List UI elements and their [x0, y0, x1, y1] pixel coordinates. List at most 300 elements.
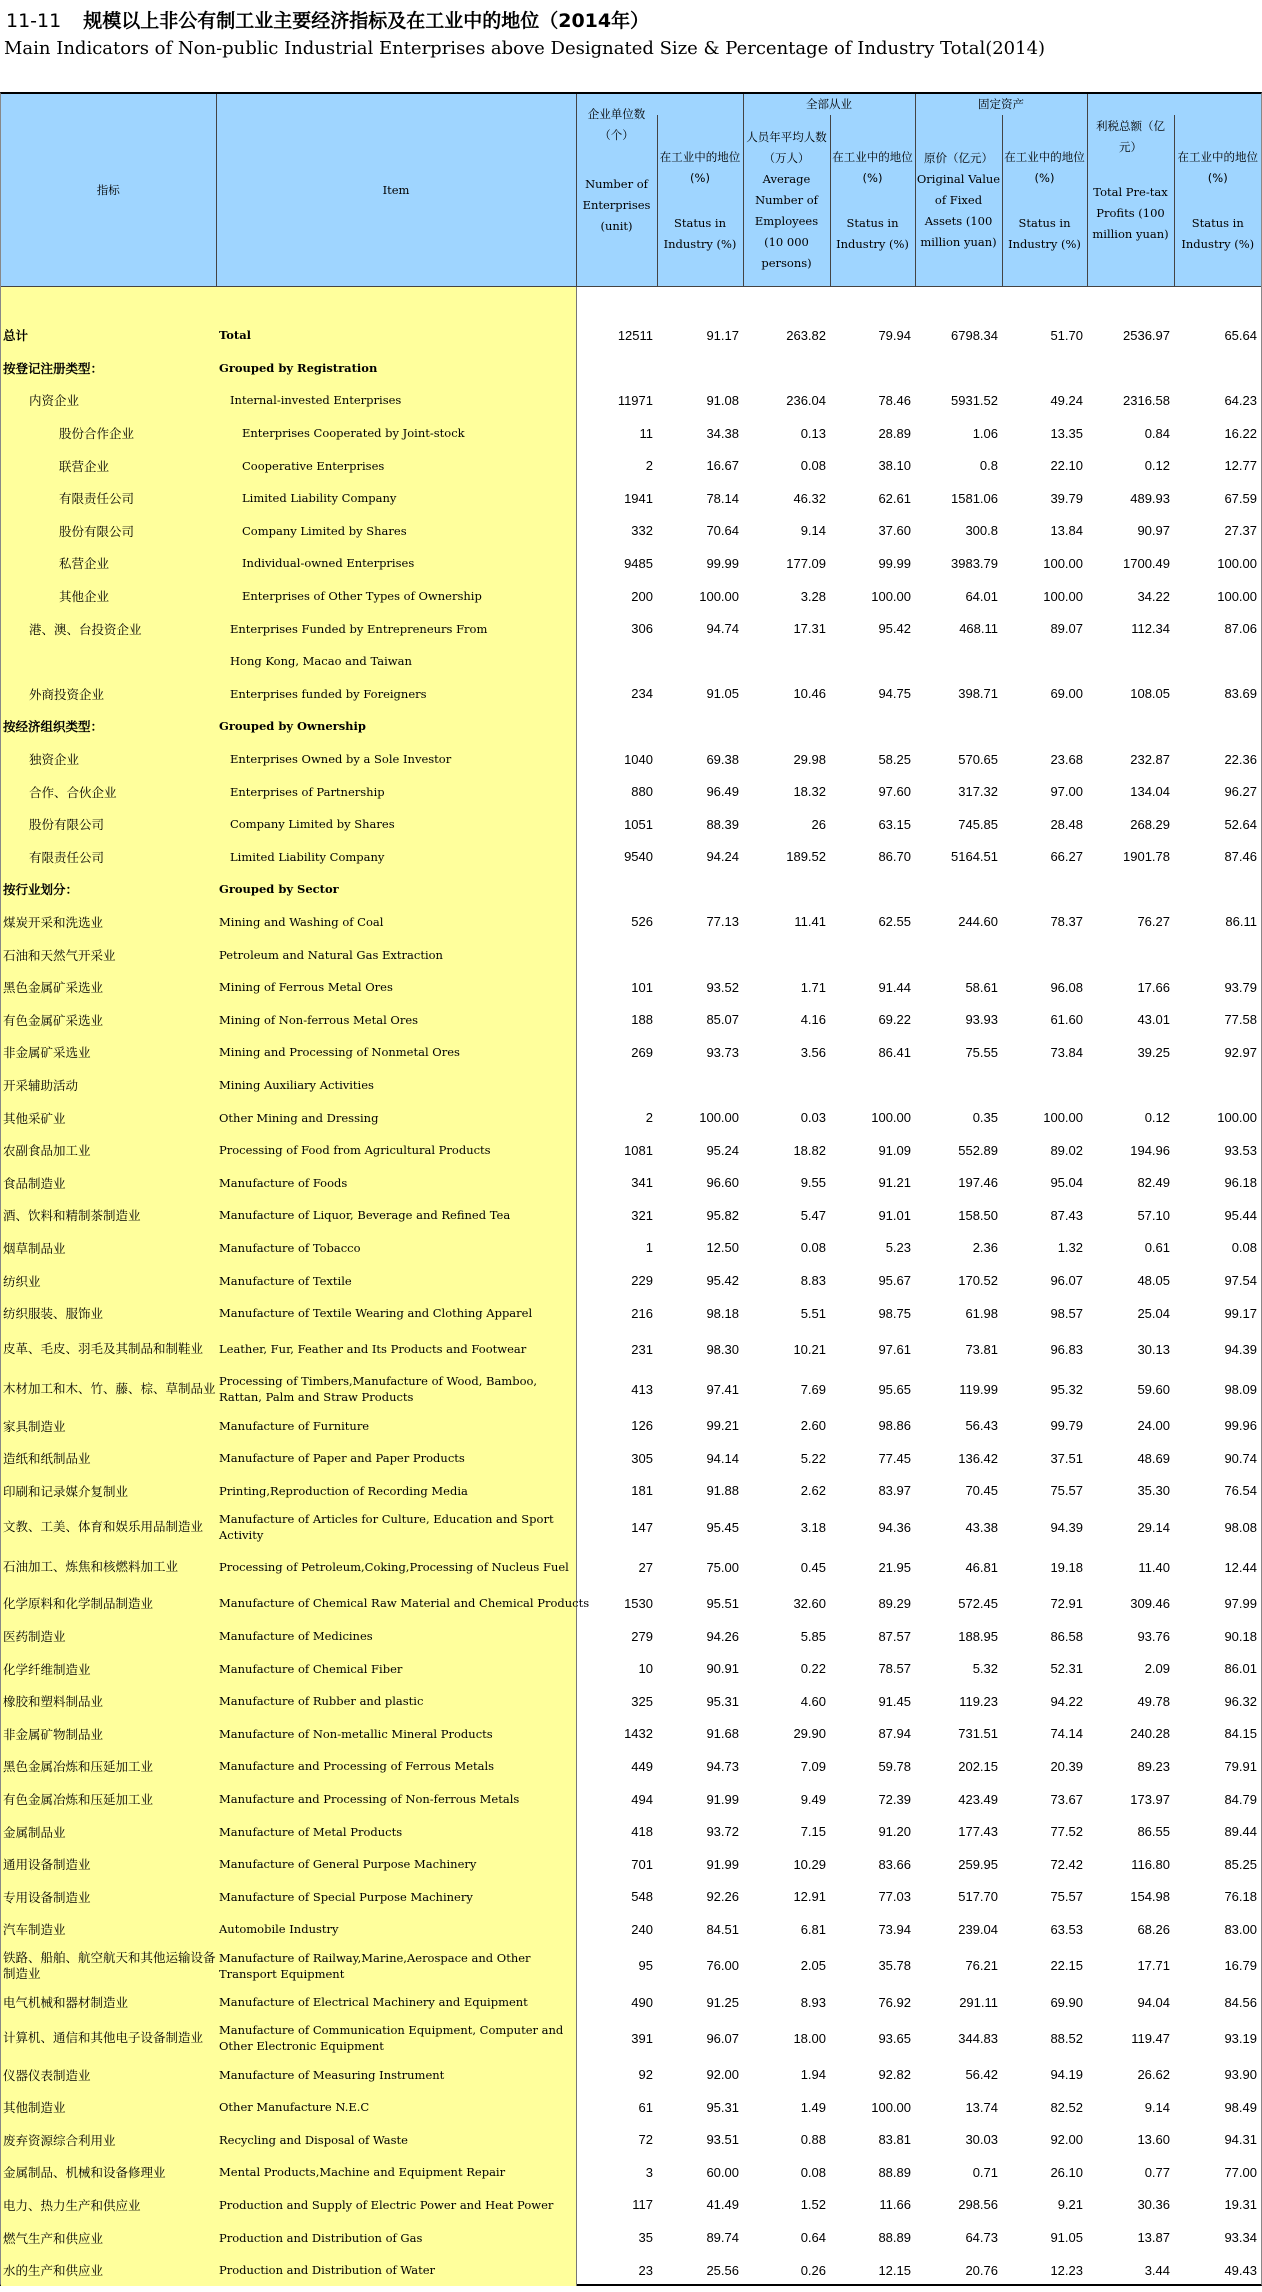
row-label-cn: 仪器仪表制造业: [1, 2058, 216, 2091]
cell-employees-status: 88.89: [878, 2230, 911, 2246]
cell-enterprises: 526: [631, 914, 653, 930]
cell-enterprises: 321: [631, 1207, 653, 1223]
table-row: [1, 1409, 1261, 1442]
cell-enterprises-status: 34.38: [706, 425, 739, 441]
cell-pretax-profits: [1087, 873, 1174, 906]
cell-enterprises: [576, 938, 657, 971]
table-row: [1, 873, 1261, 906]
table-row: [1, 1587, 1261, 1620]
cell-pretax-profits-status: 67.59: [1224, 490, 1257, 506]
cell-pretax-profits-status: 93.90: [1224, 2067, 1257, 2083]
cell-fixed-assets: 5164.51: [951, 849, 998, 865]
cell-employees-status: 98.75: [878, 1305, 911, 1321]
row-label-cn: 汽车制造业: [1, 1913, 216, 1946]
row-label-cn: 总计: [1, 319, 216, 352]
cell-employees: 10.21: [793, 1341, 826, 1357]
table-row: [1, 1475, 1261, 1508]
cell-enterprises-status: 96.49: [706, 784, 739, 800]
cell-pretax-profits: 0.84: [1144, 425, 1170, 441]
cell-fixed-assets: 43.38: [965, 1519, 998, 1535]
cell-employees-status: 78.57: [878, 1661, 911, 1677]
row-label-cn: 按登记注册类型：: [1, 352, 216, 385]
cell-pretax-profits: 89.23: [1137, 1758, 1170, 1774]
table-row: [1, 417, 1261, 450]
cell-fixed-assets: 56.42: [965, 2067, 998, 2083]
cell-pretax-profits: 2536.97: [1123, 327, 1170, 343]
cell-enterprises-status: 77.13: [706, 914, 739, 930]
cell-pretax-profits-status: 87.46: [1224, 849, 1257, 865]
header-enterprises-status: [657, 115, 743, 287]
cell-employees-status: 92.82: [878, 2067, 911, 2083]
table-row: [1, 1101, 1261, 1134]
header-item-cn: 指标: [1, 94, 216, 287]
cell-enterprises: 27: [638, 1559, 653, 1575]
table-row: [1, 1815, 1261, 1848]
cell-employees: [743, 873, 830, 906]
cell-employees: 8.93: [800, 1994, 826, 2010]
row-label-cn: 外商投资企业: [1, 678, 216, 711]
cell-pretax-profits: 9.14: [1144, 2099, 1170, 2115]
cell-fixed-assets: 76.21: [965, 1958, 998, 1974]
cell-pretax-profits-status: [1174, 1069, 1261, 1102]
cell-employees: [743, 1069, 830, 1102]
cell-enterprises-status: 93.51: [706, 2132, 739, 2148]
cell-fixed-assets: 468.11: [959, 621, 998, 637]
table-body: [1, 287, 1261, 2287]
cell-employees-status: 35.78: [878, 1958, 911, 1974]
row-label-cn: 其他采矿业: [1, 1101, 216, 1134]
cell-fixed-assets-status: 95.04: [1050, 1175, 1083, 1191]
table-row: [1, 710, 1261, 743]
cell-fixed-assets: 5.32: [972, 1661, 998, 1677]
cell-employees: 236.04: [786, 392, 826, 408]
cell-pretax-profits: 68.26: [1137, 1921, 1170, 1937]
cell-pretax-profits-status: 96.18: [1224, 1175, 1257, 1191]
row-label-en: Enterprises Funded by Entrepreneurs From: [216, 612, 576, 645]
row-label-cn: 港、澳、台投资企业: [1, 612, 216, 645]
row-label-cn: 电力、热力生产和供应业: [1, 2189, 216, 2222]
cell-enterprises: 341: [631, 1175, 653, 1191]
cell-fixed-assets-status: 39.79: [1050, 490, 1083, 506]
row-label-en: Enterprises Cooperated by Joint-stock: [216, 417, 576, 450]
cell-employees-status: 95.65: [878, 1381, 911, 1397]
cell-enterprises: [576, 352, 657, 385]
cell-employees-status: [830, 1069, 915, 1102]
cell-pretax-profits: 13.87: [1137, 2230, 1170, 2246]
table-row: [1, 612, 1261, 645]
table-row: [1, 1003, 1261, 1036]
header-item-en: Item: [216, 94, 576, 287]
cell-fixed-assets: 398.71: [958, 686, 998, 702]
row-label-en: Manufacture and Processing of Non-ferrous Metals: [216, 1783, 576, 1816]
cell-fixed-assets-status: 99.79: [1050, 1418, 1083, 1434]
cell-enterprises-status: 91.05: [706, 686, 739, 702]
cell-fixed-assets-status: [1002, 352, 1087, 385]
cell-fixed-assets: [915, 1069, 1002, 1102]
cell-enterprises: 1432: [624, 1726, 653, 1742]
cell-enterprises-status: 99.99: [706, 555, 739, 571]
row-label-cn: 造纸和纸制品业: [1, 1442, 216, 1475]
table-row: [1, 547, 1261, 580]
cell-employees: 177.09: [786, 555, 826, 571]
header-employees: [743, 115, 830, 287]
cell-employees-status: 37.60: [878, 523, 911, 539]
header-enterprises-en: Number of Enterprises (unit): [582, 177, 651, 233]
cell-pretax-profits: 232.87: [1130, 751, 1170, 767]
cell-fixed-assets: 119.99: [959, 1381, 998, 1397]
cell-fixed-assets: 177.43: [958, 1824, 998, 1840]
row-label-en: Mining of Non-ferrous Metal Ores: [216, 1003, 576, 1036]
cell-fixed-assets: 1581.06: [951, 490, 998, 506]
cell-pretax-profits: 49.78: [1137, 1693, 1170, 1709]
cell-employees-status: 62.61: [878, 490, 911, 506]
cell-fixed-assets-status: 87.43: [1050, 1207, 1083, 1223]
cell-employees-status: 89.29: [878, 1595, 911, 1611]
cell-enterprises: 490: [631, 1994, 653, 2010]
header-profits-en: Total Pre-tax Profits (100 million yuan): [1092, 185, 1169, 241]
row-label-en: Enterprises of Other Types of Ownership: [216, 580, 576, 613]
table-row: [1, 384, 1261, 417]
cell-employees: 189.52: [786, 849, 826, 865]
cell-enterprises: 181: [631, 1483, 653, 1499]
cell-pretax-profits: 94.04: [1137, 1994, 1170, 2010]
row-label-en: Manufacture of Railway,Marine,Aerospace and Other Transport Equipment: [216, 1946, 576, 1986]
row-label-cn: 农副食品加工业: [1, 1134, 216, 1167]
table-row: [1, 1946, 1261, 1986]
cell-employees-status: 100.00: [871, 2099, 911, 2115]
cell-pretax-profits: 90.97: [1137, 523, 1170, 539]
row-label-cn: 其他企业: [1, 580, 216, 613]
cell-fixed-assets-status: 26.10: [1050, 2164, 1083, 2180]
cell-pretax-profits: 154.98: [1130, 1889, 1170, 1905]
cell-pretax-profits-status: 12.77: [1224, 458, 1257, 474]
cell-pretax-profits-status: 76.18: [1224, 1889, 1257, 1905]
row-label-en: Manufacture of Rubber and plastic: [216, 1685, 576, 1718]
cell-fixed-assets-status: 75.57: [1050, 1889, 1083, 1905]
table-row: [1, 645, 1261, 678]
cell-employees: 1.94: [800, 2067, 826, 2083]
cell-pretax-profits-status: 96.32: [1224, 1693, 1257, 1709]
row-label-en: Company Limited by Shares: [216, 515, 576, 548]
cell-employees: 5.85: [800, 1628, 826, 1644]
cell-pretax-profits-status: 64.23: [1224, 392, 1257, 408]
cell-employees: 5.22: [800, 1450, 826, 1466]
cell-fixed-assets-status: 12.23: [1050, 2262, 1083, 2278]
cell-employees-status: 97.60: [878, 784, 911, 800]
cell-fixed-assets: 0.35: [972, 1110, 998, 1126]
cell-employees-status: 99.99: [878, 555, 911, 571]
row-label-cn: 非金属矿物制品业: [1, 1718, 216, 1751]
cell-employees-status: 95.67: [878, 1273, 911, 1289]
cell-pretax-profits: 17.66: [1137, 979, 1170, 995]
cell-pretax-profits-status: 77.00: [1224, 2164, 1257, 2180]
cell-enterprises: 72: [638, 2132, 653, 2148]
cell-enterprises-status: 94.74: [706, 621, 739, 637]
cell-employees-status: 78.46: [878, 392, 911, 408]
cell-employees: 29.90: [793, 1726, 826, 1742]
row-label-cn: 化学原料和化学制品制造业: [1, 1587, 216, 1620]
cell-pretax-profits: 25.04: [1137, 1305, 1170, 1321]
cell-employees-status: 100.00: [871, 1110, 911, 1126]
cell-enterprises-status: 90.91: [706, 1661, 739, 1677]
table-row: [1, 2124, 1261, 2157]
table-row: [1, 482, 1261, 515]
cell-enterprises-status: 91.99: [706, 1856, 739, 1872]
cell-fixed-assets: 202.15: [958, 1758, 998, 1774]
cell-pretax-profits: 1901.78: [1123, 849, 1170, 865]
table-row: [1, 1036, 1261, 1069]
cell-employees-status: 87.57: [878, 1628, 911, 1644]
cell-enterprises-status: 16.67: [706, 458, 739, 474]
row-label-en: Internal-invested Enterprises: [216, 384, 576, 417]
cell-employees-status: 79.94: [878, 327, 911, 343]
cell-pretax-profits: 240.28: [1130, 1726, 1170, 1742]
table-row: [1, 1069, 1261, 1102]
cell-employees: 17.31: [793, 621, 826, 637]
cell-fixed-assets: 300.8: [965, 523, 998, 539]
row-label-en: Processing of Petroleum,Coking,Processing of Nucleus Fuel: [216, 1547, 576, 1587]
table-row: [1, 2091, 1261, 2124]
row-label-en: Manufacture of Furniture: [216, 1409, 576, 1442]
row-label-en: Grouped by Sector: [216, 873, 576, 906]
cell-pretax-profits: 0.12: [1144, 1110, 1170, 1126]
cell-fixed-assets: 572.45: [958, 1595, 998, 1611]
cell-fixed-assets-status: 69.90: [1050, 1994, 1083, 2010]
cell-fixed-assets-status: 94.22: [1050, 1693, 1083, 1709]
cell-pretax-profits: 13.60: [1137, 2132, 1170, 2148]
cell-employees: 8.83: [800, 1273, 826, 1289]
cell-enterprises: 305: [631, 1450, 653, 1466]
row-label-en: Automobile Industry: [216, 1913, 576, 1946]
cell-fixed-assets-status: 28.48: [1050, 816, 1083, 832]
cell-fixed-assets-status: 94.39: [1050, 1519, 1083, 1535]
row-label-cn: 按行业划分：: [1, 873, 216, 906]
row-label-cn: 有色金属冶炼和压延加工业: [1, 1783, 216, 1816]
cell-pretax-profits-status: 98.08: [1224, 1519, 1257, 1535]
cell-pretax-profits-status: 92.97: [1224, 1044, 1257, 1060]
row-label-cn: 纺织服装、服饰业: [1, 1297, 216, 1330]
cell-pretax-profits-status: 84.56: [1224, 1994, 1257, 2010]
cell-employees: 7.09: [800, 1758, 826, 1774]
row-label-cn: 黑色金属冶炼和压延加工业: [1, 1750, 216, 1783]
cell-employees-status: 11.66: [879, 2197, 911, 2213]
table-row: [1, 1232, 1261, 1265]
cell-pretax-profits: 0.12: [1144, 458, 1170, 474]
cell-pretax-profits: 24.00: [1137, 1418, 1170, 1434]
row-label-en: Manufacture and Processing of Ferrous Metals: [216, 1750, 576, 1783]
header-profits-group: [1087, 94, 1261, 115]
cell-enterprises-status: 95.31: [706, 2099, 739, 2115]
cell-pretax-profits-status: [1174, 710, 1261, 743]
cell-employees-status: 69.22: [878, 1012, 911, 1028]
cell-pretax-profits-status: 93.79: [1224, 979, 1257, 995]
table-row: [1, 1718, 1261, 1751]
cell-fixed-assets: 20.76: [965, 2262, 998, 2278]
cell-employees: 9.55: [800, 1175, 826, 1191]
cell-employees: 7.69: [800, 1381, 826, 1397]
header-enterprises-status-en: Status in Industry (%): [663, 215, 737, 251]
table-row: [1, 1685, 1261, 1718]
cell-employees-status: 91.20: [878, 1824, 911, 1840]
title-cn-text: 规模以上非公有制工业主要经济指标及在工业中的地位（2014年）: [83, 10, 650, 32]
row-label-en: Total: [216, 319, 576, 352]
cell-employees: 32.60: [793, 1595, 826, 1611]
cell-pretax-profits-status: 86.01: [1224, 1661, 1257, 1677]
cell-enterprises: 200: [631, 588, 653, 604]
table-row: [1, 2156, 1261, 2189]
row-label-cn: 煤炭开采和洗选业: [1, 906, 216, 939]
cell-employees: 0.03: [800, 1110, 826, 1126]
cell-enterprises-status: 92.26: [706, 1889, 739, 1905]
cell-pretax-profits-status: 97.54: [1224, 1273, 1257, 1289]
cell-enterprises-status: 88.39: [706, 816, 739, 832]
cell-employees: 0.88: [800, 2132, 826, 2148]
header-profits-status: [1174, 115, 1261, 287]
cell-employees: 0.45: [800, 1559, 826, 1575]
cell-employees: 0.08: [800, 1240, 826, 1256]
row-label-cn: 金属制品业: [1, 1815, 216, 1848]
table-row: [1, 743, 1261, 776]
table-row: [1, 449, 1261, 482]
table-row: [1, 1134, 1261, 1167]
cell-fixed-assets-status: [1002, 710, 1087, 743]
table-row: [1, 2189, 1261, 2222]
table-row: [1, 1166, 1261, 1199]
header-assets-status-cn: 在工业中的地位(%): [1004, 149, 1085, 185]
cell-pretax-profits-status: 100.00: [1217, 555, 1257, 571]
row-label-en: Limited Liability Company: [216, 841, 576, 874]
cell-pretax-profits: 489.93: [1130, 490, 1170, 506]
cell-enterprises: 1530: [624, 1595, 653, 1611]
row-label-cn: 食品制造业: [1, 1166, 216, 1199]
cell-fixed-assets-status: 23.68: [1050, 751, 1083, 767]
row-label-cn: 金属制品、机械和设备修理业: [1, 2156, 216, 2189]
cell-employees-status: 94.75: [878, 686, 911, 702]
cell-pretax-profits-status: [1174, 645, 1261, 678]
cell-employees: 29.98: [793, 751, 826, 767]
cell-employees-status: 77.03: [878, 1889, 911, 1905]
cell-employees-status: 12.15: [878, 2262, 911, 2278]
cell-enterprises-status: 78.14: [706, 490, 739, 506]
cell-enterprises: 2: [645, 458, 653, 474]
cell-enterprises-status: 70.64: [706, 523, 739, 539]
cell-fixed-assets-status: 91.05: [1050, 2230, 1083, 2246]
cell-enterprises-status: 100.00: [699, 588, 739, 604]
row-label-en: Leather, Fur, Feather and Its Products and Footwear: [216, 1329, 576, 1369]
cell-employees: 5.51: [800, 1305, 826, 1321]
cell-employees-status: 76.92: [878, 1994, 911, 2010]
cell-employees: 2.60: [800, 1418, 826, 1434]
cell-enterprises: 231: [631, 1341, 653, 1357]
row-label-en: Manufacture of Electrical Machinery and Equipment: [216, 1986, 576, 2019]
cell-fixed-assets-status: 20.39: [1050, 1758, 1083, 1774]
cell-enterprises: 279: [631, 1628, 653, 1644]
cell-employees: 18.00: [793, 2030, 826, 2046]
cell-employees-status: 72.39: [878, 1791, 911, 1807]
cell-enterprises-status: 95.24: [706, 1142, 739, 1158]
row-label-en: Hong Kong, Macao and Taiwan: [216, 645, 576, 678]
cell-enterprises: 229: [631, 1273, 653, 1289]
cell-fixed-assets-status: 72.42: [1050, 1856, 1083, 1872]
data-table-container: [0, 92, 1262, 2286]
cell-enterprises: 269: [631, 1044, 653, 1060]
cell-enterprises-status: 12.50: [706, 1240, 739, 1256]
cell-fixed-assets: 158.50: [958, 1207, 998, 1223]
cell-fixed-assets: 56.43: [965, 1418, 998, 1434]
cell-fixed-assets: 170.52: [958, 1273, 998, 1289]
row-label-en: Printing,Reproduction of Recording Media: [216, 1475, 576, 1508]
cell-employees: 0.22: [800, 1661, 826, 1677]
cell-pretax-profits-status: 86.11: [1225, 914, 1257, 930]
cell-fixed-assets-status: [1002, 873, 1087, 906]
table-header: [1, 94, 1261, 287]
cell-employees: 7.15: [800, 1824, 826, 1840]
cell-pretax-profits-status: 95.44: [1224, 1207, 1257, 1223]
header-employees-status-cn: 在工业中的地位(%): [832, 149, 913, 185]
cell-employees-status: 95.42: [878, 621, 911, 637]
cell-enterprises: 23: [638, 2262, 653, 2278]
cell-enterprises-status: 93.73: [706, 1044, 739, 1060]
cell-employees: 18.82: [793, 1142, 826, 1158]
cell-pretax-profits: [1087, 1069, 1174, 1102]
cell-fixed-assets: 64.01: [965, 588, 998, 604]
cell-pretax-profits: 26.62: [1137, 2067, 1170, 2083]
row-label-en: Manufacture of Measuring Instrument: [216, 2058, 576, 2091]
header-assets-en: Original Value of Fixed Assets (100 million yuan): [916, 172, 1001, 249]
header-profits-status-cn: 在工业中的地位(%): [1177, 149, 1258, 185]
row-label-cn: [1, 645, 216, 678]
cell-employees-status: [830, 938, 915, 971]
row-label-en: Manufacture of Communication Equipment, Computer and Other Electronic Equipment: [216, 2018, 576, 2058]
cell-pretax-profits-status: 89.44: [1224, 1824, 1257, 1840]
cell-pretax-profits-status: 27.37: [1224, 523, 1257, 539]
table-row: [1, 319, 1261, 352]
cell-employees: 3.28: [800, 588, 826, 604]
header-employees-status: [830, 115, 915, 287]
row-label-en: Manufacture of Liquor, Beverage and Refined Tea: [216, 1199, 576, 1232]
cell-employees: [743, 352, 830, 385]
cell-fixed-assets: 13.74: [965, 2099, 998, 2115]
cell-pretax-profits-status: 98.09: [1224, 1381, 1257, 1397]
cell-employees: 1.71: [800, 979, 826, 995]
cell-fixed-assets-status: 88.52: [1050, 2030, 1083, 2046]
cell-enterprises: 332: [631, 523, 653, 539]
cell-employees-status: 28.89: [878, 425, 911, 441]
cell-enterprises-status: 100.00: [699, 1110, 739, 1126]
table-row: [1, 2254, 1261, 2287]
cell-employees-status: 100.00: [871, 588, 911, 604]
cell-enterprises: 117: [632, 2197, 653, 2213]
cell-fixed-assets: 344.83: [958, 2030, 998, 2046]
row-label-cn: 联营企业: [1, 449, 216, 482]
cell-fixed-assets-status: 61.60: [1050, 1012, 1083, 1028]
cell-fixed-assets-status: 19.18: [1050, 1559, 1083, 1575]
header-profits-cn: 利税总额（亿元）: [1096, 119, 1165, 154]
cell-employees-status: 91.01: [878, 1207, 911, 1223]
table-row: [1, 971, 1261, 1004]
cell-employees: 26: [811, 816, 826, 832]
header-enterprises-cn: 企业单位数（个）: [587, 107, 646, 142]
cell-fixed-assets: 58.61: [965, 979, 998, 995]
header-assets-group: 固定资产: [915, 94, 1087, 115]
cell-fixed-assets: 70.45: [965, 1483, 998, 1499]
row-label-cn: 有限责任公司: [1, 841, 216, 874]
row-label-en: Enterprises Owned by a Sole Investor: [216, 743, 576, 776]
cell-fixed-assets: 517.70: [958, 1889, 998, 1905]
cell-pretax-profits: 3.44: [1144, 2262, 1170, 2278]
cell-pretax-profits: 86.55: [1137, 1824, 1170, 1840]
cell-enterprises-status: 91.88: [706, 1483, 739, 1499]
